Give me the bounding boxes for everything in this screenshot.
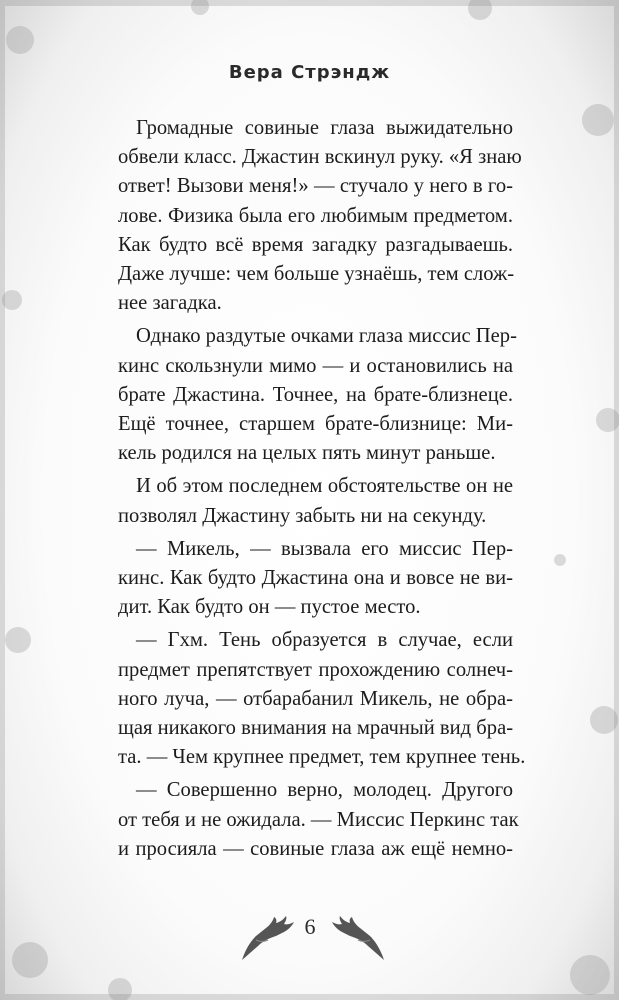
text-line: от тебя и не ожидала. — Миссис Перкинс так <box>118 808 519 831</box>
paragraph <box>118 322 517 468</box>
paragraph <box>118 535 513 623</box>
paragraph <box>118 776 519 864</box>
text-line: лове. Физика была его любимым предметом. <box>118 204 513 227</box>
text-line: позволял Джастину забыть ни на секунду. <box>118 504 487 527</box>
text-line: нее загадка. <box>118 292 222 315</box>
text-line: обвели класс. Джастин вскинул руку. «Я знаю <box>118 146 522 169</box>
text-line: брате Джастина. Точнее, на брате-близнеце. <box>118 383 513 406</box>
text-line: Однако раздутые очками глаза миссис Пер- <box>136 325 517 348</box>
running-title: Вера Стрэндж <box>228 62 391 83</box>
body-text <box>118 114 526 868</box>
paragraph <box>118 472 513 530</box>
text-line: щая никакого внимания на мрачный вид бра- <box>118 717 514 740</box>
text-line: И об этом последнем обстоятельстве он не <box>136 475 513 498</box>
paragraph <box>118 626 526 772</box>
text-line: предмет препятствует прохождению солнеч- <box>118 658 513 681</box>
page-footer <box>0 914 619 964</box>
paragraph <box>118 114 522 318</box>
page-number: 6 <box>304 914 316 939</box>
text-line: — Гхм. Тень образуется в случае, если <box>136 629 513 652</box>
text-line: кинс скользнули мимо — и остановились на <box>118 354 513 377</box>
text-line: Ещё точнее, старшем брате-близнице: Ми- <box>118 413 513 436</box>
text-line: дит. Как будто он — пустое место. <box>118 596 421 619</box>
text-line: та. — Чем крупнее предмет, тем крупнее тень. <box>118 746 526 769</box>
claw-icon <box>330 916 386 962</box>
text-line: ответ! Вызови меня!» — стучало у него в го- <box>118 175 513 198</box>
claw-icon <box>240 916 296 962</box>
text-line: Даже лучше: чем больше узнаёшь, тем слож- <box>118 263 515 286</box>
text-line: Как будто всё время загадку разгадываешь. <box>118 233 513 256</box>
text-line: кинс. Как будто Джастина она и вовсе не ви- <box>118 567 513 590</box>
text-line: кель родился на целых пять минут раньше. <box>118 442 496 465</box>
text-line: — Микель, — вызвала его миссис Пер- <box>136 537 513 560</box>
text-line: — Совершенно верно, молодец. Другого <box>136 779 513 802</box>
text-line: Громадные совиные глаза выжидательно <box>136 117 513 139</box>
text-line: и просияла — совиные глаза аж ещё немно- <box>118 837 513 860</box>
text-line: ного луча, — отбарабанил Микель, не обра- <box>118 687 513 710</box>
